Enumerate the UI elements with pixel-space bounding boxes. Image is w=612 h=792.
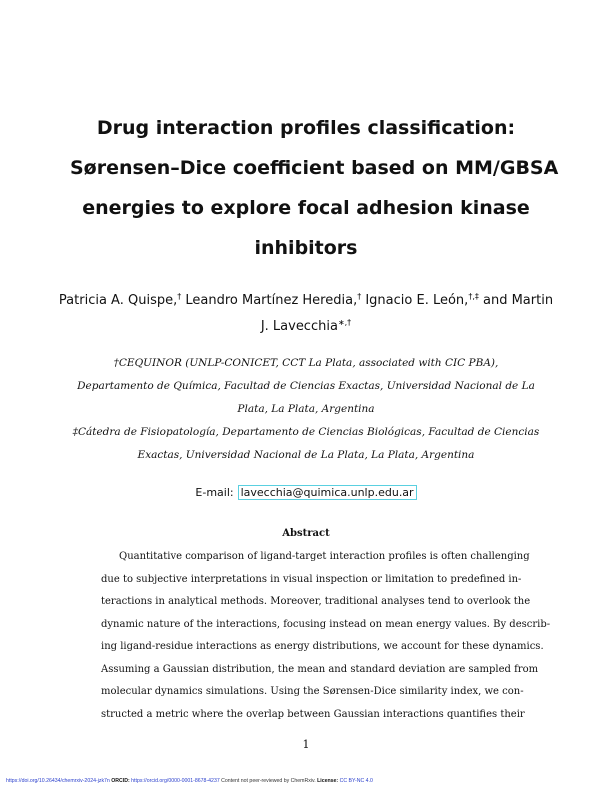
affiliation-line: Departamento de Química, Facultad de Ciencias Exactas, Universidad Nacional de La [77, 380, 535, 392]
affiliation-line: Plata, La Plata, Argentina [237, 403, 375, 415]
page-number: 1 [302, 738, 310, 751]
doi-link[interactable]: https://doi.org/10.26434/chemrxiv-2024-jzk7n [6, 778, 110, 784]
preprint-footer [6, 778, 373, 784]
license-link[interactable]: CC BY-NC 4.0 [339, 778, 373, 784]
author-affiliation-mark: †,‡ [468, 292, 479, 301]
abstract-line: dynamic nature of the interactions, focusing instead on mean energy values. By describ- [101, 618, 551, 630]
license-label: License: [317, 778, 339, 784]
author-name: Ignacio E. León, [361, 293, 469, 308]
title-line: Sørensen–Dice coefficient based on MM/GBSA [70, 157, 559, 179]
affiliation-line: †CEQUINOR (UNLP-CONICET, CCT La Plata, associated with CIC PBA), [113, 357, 499, 369]
author-name: Leandro Martínez Heredia, [181, 293, 358, 308]
contact-email [0, 486, 612, 499]
title-line: inhibitors [254, 237, 358, 259]
affiliation-line: Exactas, Universidad Nacional de La Plata, La Plata, Argentina [137, 449, 475, 461]
abstract-line: ing ligand-residue interactions as energy distributions, we account for these dynamics. [101, 641, 544, 652]
orcid-link[interactable]: https://orcid.org/0000-0001-8678-4237 [131, 778, 220, 784]
title-line: energies to explore focal adhesion kinase [82, 197, 530, 219]
abstract-line: structed a metric where the overlap between Gaussian interactions quantifies their [101, 708, 525, 720]
author-affiliation-mark: † [357, 292, 362, 301]
abstract-line: due to subjective interpretations in visual inspection or limitation to predefined in- [101, 573, 522, 585]
author-affiliation-mark: † [177, 292, 182, 301]
abstract-line: Assuming a Gaussian distribution, the mean and standard deviation are sampled from [101, 663, 539, 675]
email-link[interactable]: lavecchia@quimica.unlp.edu.ar [238, 485, 417, 500]
affiliation-line: ‡Cátedra de Fisiopatología, Departamento de Ciencias Biológicas, Facultad de Ciencias [72, 426, 540, 438]
abstract-line: Quantitative comparison of ligand-target interaction profiles is often challenging [119, 551, 530, 562]
abstract-line: molecular dynamics simulations. Using the Sørensen-Dice similarity index, we con- [101, 686, 524, 697]
author-affiliation-mark: ∗,† [337, 318, 352, 327]
author-name: J. Lavecchia [260, 319, 338, 334]
title-line: Drug interaction profiles classification: [96, 117, 516, 139]
affiliations [40, 352, 572, 467]
author-list [40, 288, 572, 340]
email-label: E-mail: [195, 486, 234, 499]
abstract-body [101, 546, 551, 726]
abstract-heading: Abstract [282, 528, 330, 539]
abstract-line: teractions in analytical methods. Moreover, traditional analyses tend to overlook the [101, 596, 531, 607]
paper-title [70, 108, 559, 268]
author-line [40, 288, 572, 314]
author-name: Patricia A. Quispe, [58, 293, 178, 308]
author-name: and Martin [478, 293, 554, 308]
peer-review-note: Content not peer-reviewed by ChemRxiv. [221, 778, 316, 784]
author-line [40, 314, 572, 340]
orcid-label: ORCID: [111, 778, 130, 784]
